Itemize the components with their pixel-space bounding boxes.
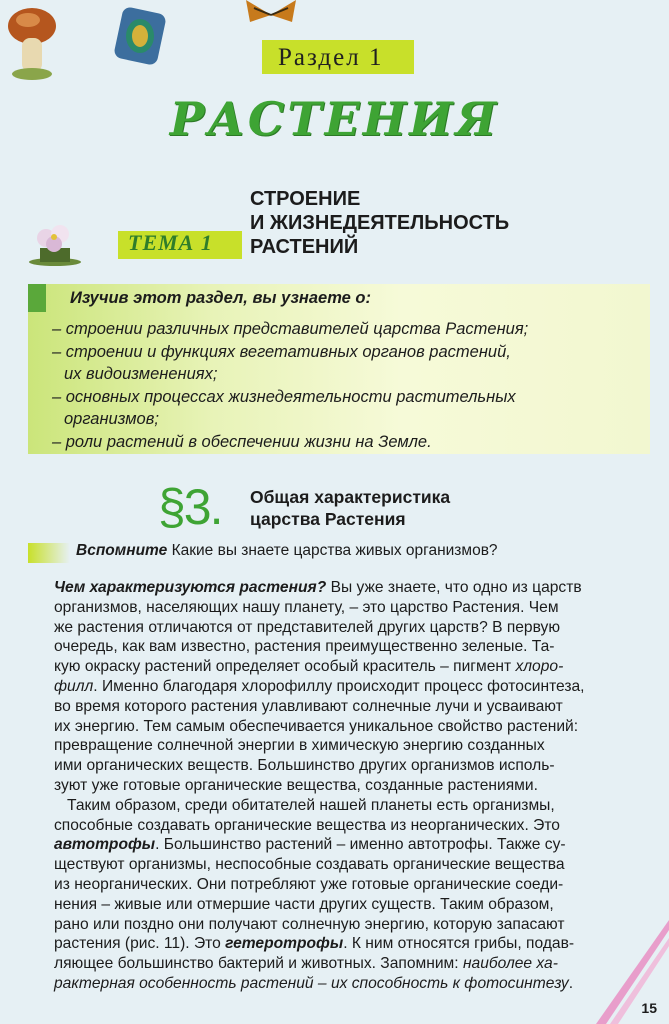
topic-title-line: И ЖИЗНЕДЕЯТЕЛЬНОСТЬ (250, 212, 510, 234)
body-line: ществуют организмы, неспособные создавать органические вещества (54, 856, 565, 874)
section-title: РАСТЕНИЯ (169, 92, 500, 146)
body-line: автотрофы. Большинство растений – именно автотрофы. Также су- (54, 836, 566, 854)
body-line: ляющее большинство бактерий и животных. Запомним: наиболее ха- (54, 955, 558, 973)
topic-title (250, 187, 509, 259)
goal-item: – строении различных представителей царства Растения; (52, 320, 529, 338)
goal-item: – роли растений в обеспечении жизни на Земле. (52, 432, 432, 451)
flower-illustration (26, 222, 84, 266)
body-line: ими органических веществ. Большинство других организмов исполь- (54, 757, 555, 775)
body-line: рано или поздно они получают солнечную энергию, которую запасают (54, 915, 565, 933)
body-line: зуют уже готовые органические вещества, созданные растениями. (54, 776, 538, 794)
beetle-illustration (112, 6, 168, 66)
goal-item: организмов; (64, 410, 159, 429)
paragraph-title (250, 486, 450, 530)
goal-item: – основных процессах жизнедеятельности растительных (52, 387, 516, 406)
body-line: их энергию. Тем самым обеспечивается уникальное свойство растений: (54, 717, 579, 735)
ribbon-decoration (596, 920, 669, 1024)
body-line: Чем характеризуются растения? Вы уже знаете, что одно из царств (54, 579, 582, 596)
page-number: 15 (641, 1000, 657, 1016)
body-line: кую окраску растений определяет особый краситель – пигмент хлоро- (54, 658, 564, 676)
butterfly-illustration (236, 0, 306, 30)
body-line: способные создавать органические вещества из неорганических. Это (54, 816, 560, 834)
body-line: Таким образом, среди обитателей нашей планеты есть организмы, (54, 796, 555, 814)
mushroom-illustration (6, 4, 58, 82)
body-text (54, 578, 654, 994)
body-line: из неорганических. Они потребляют уже готовые органические соеди- (54, 875, 564, 893)
recall-question: Какие вы знаете царства живых организмов? (171, 542, 498, 559)
paragraph-title-line: царства Растения (250, 509, 406, 529)
topic-title-line: РАСТЕНИЙ (250, 236, 359, 258)
body-line: превращение солнечной энергии в химическую энергию созданных (54, 737, 545, 755)
topic-title-line: СТРОЕНИЕ (250, 188, 361, 210)
body-line: растения (рис. 11). Это гетеротрофы. К ним относятся грибы, подав- (54, 935, 575, 953)
recall-line (76, 542, 498, 560)
goals-list (52, 318, 647, 454)
goals-heading: Изучив этот раздел, вы узнаете о: (70, 289, 371, 307)
paragraph-title-line: Общая характеристика (250, 487, 451, 507)
paragraph-number: §3. (158, 479, 222, 535)
body-line: организмов, населяющих нашу планету, – это царство Растения. Чем (54, 598, 559, 616)
recall-label: Вспомните (76, 542, 168, 559)
section-label: Раздел 1 (278, 44, 384, 71)
goals-marker (28, 284, 46, 312)
body-line: очередь, как вам известно, растения преимущественно зеленые. Та- (54, 638, 555, 656)
body-line: филл. Именно благодаря хлорофиллу происходит процесс фотосинтеза, (54, 677, 585, 695)
body-line: же растения отличаются от представителей других царств? В первую (54, 618, 561, 636)
body-line: во время которого растения улавливают солнечные лучи и усваивают (54, 697, 563, 715)
goal-item: – строении и функциях вегетативных органов растений, (52, 342, 511, 361)
topic-label: ТЕМА 1 (128, 230, 213, 255)
body-line: рактерная особенность растений – их способность к фотосинтезу. (54, 974, 574, 992)
body-line: нения – живые или отмершие части других существ. Таким образом, (54, 895, 554, 913)
goal-item: их видоизменениях; (64, 365, 218, 384)
recall-marker (28, 543, 70, 563)
